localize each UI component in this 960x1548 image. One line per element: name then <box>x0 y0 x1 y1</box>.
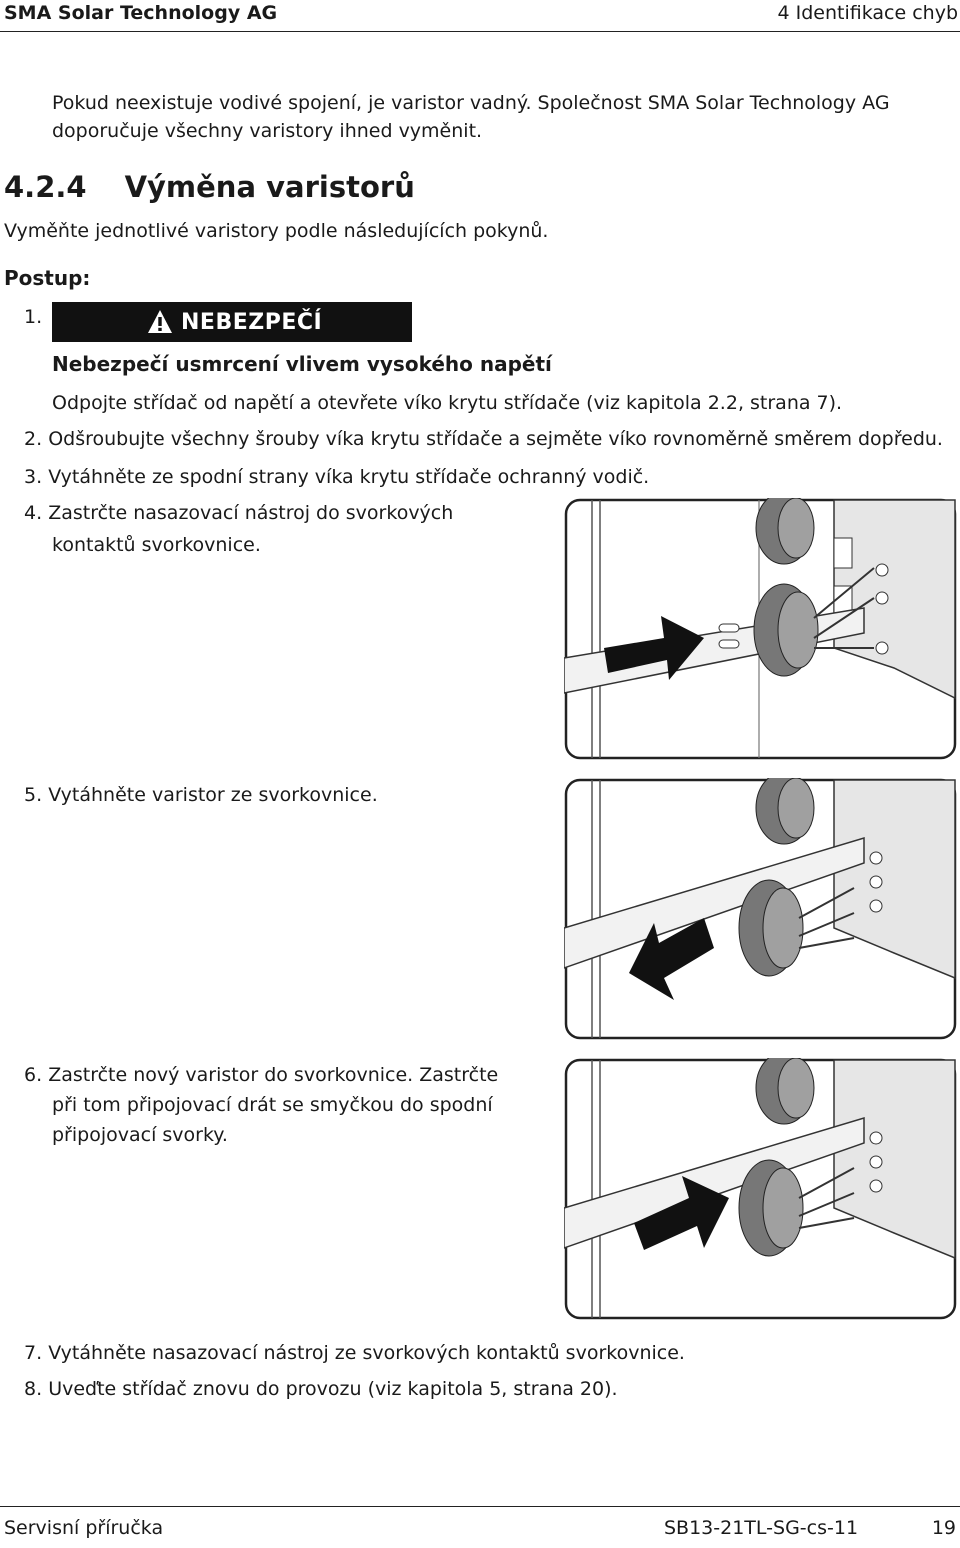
step-text: Zastrčte nasazovací nástroj do svorkových <box>48 502 454 524</box>
step-text: Zastrčte nový varistor do svorkovnice. Zastrčte <box>48 1064 499 1086</box>
danger-label: NEBEZPEČÍ <box>181 309 323 335</box>
step-6-line-2: při tom připojovací drát se smyčkou do spodní <box>52 1094 493 1116</box>
step-text: Vytáhněte varistor ze svorkovnice. <box>48 784 378 806</box>
section-lead: Vyměňte jednotlivé varistory podle následujících pokynů. <box>4 220 549 242</box>
figure-pull-out-varistor <box>564 778 957 1040</box>
step-4 <box>24 498 453 528</box>
step-number: 7. <box>24 1342 43 1364</box>
footer-divider <box>0 1506 960 1507</box>
step-text: Odšroubujte všechny šrouby víka krytu střídače a sejměte víko rovnoměrně směrem dopředu. <box>48 428 943 450</box>
footer-page-number: 19 <box>931 1517 956 1539</box>
step-number: 4. <box>24 502 43 524</box>
step-1-number: 1. <box>24 306 43 328</box>
procedure-label: Postup: <box>4 266 91 290</box>
figure-insert-tool <box>564 498 957 760</box>
header-divider <box>0 31 960 32</box>
danger-banner <box>52 302 412 342</box>
header-chapter: 4 Identifikace chyb <box>777 2 958 24</box>
step-number: 5. <box>24 784 43 806</box>
step-number: 2. <box>24 428 43 450</box>
step-6 <box>24 1060 498 1090</box>
warning-triangle-icon <box>147 309 173 335</box>
danger-title: Nebezpečí usmrcení vlivem vysokého napětí <box>52 352 552 376</box>
danger-text: Odpojte střídač od napětí a otevřete víko krytu střídače (viz kapitola 2.2, strana 7). <box>52 392 843 414</box>
section-title: Výměna varistorů <box>124 170 415 204</box>
step-3 <box>24 462 649 492</box>
step-8 <box>24 1374 618 1404</box>
figure-insert-new-varistor <box>564 1058 957 1320</box>
footer-doc-code: SB13-21TL-SG-cs-11 <box>664 1517 859 1539</box>
step-text: Vytáhněte ze spodní strany víka krytu střídače ochranný vodič. <box>48 466 650 488</box>
footer-manual-name: Servisní příručka <box>4 1517 164 1539</box>
section-number: 4.2.4 <box>4 170 87 204</box>
step-text: Uveďte střídač znovu do provozu (viz kapitola 5, strana 20). <box>48 1378 618 1400</box>
step-text: Vytáhněte nasazovací nástroj ze svorkových kontaktů svorkovnice. <box>48 1342 685 1364</box>
step-6-line-3: připojovací svorky. <box>52 1124 228 1146</box>
step-7 <box>24 1338 685 1368</box>
step-4-line-2: kontaktů svorkovnice. <box>52 534 261 556</box>
step-number: 8. <box>24 1378 43 1400</box>
section-heading <box>4 170 415 204</box>
step-5 <box>24 780 378 810</box>
intro-line-1: Pokud neexistuje vodivé spojení, je varistor vadný. Společnost SMA Solar Technology AG <box>52 92 890 114</box>
step-number: 3. <box>24 466 43 488</box>
step-2 <box>24 424 943 454</box>
step-number: 6. <box>24 1064 43 1086</box>
header-company: SMA Solar Technology AG <box>4 2 278 24</box>
intro-line-2: doporučuje všechny varistory ihned vyměnit. <box>52 120 483 142</box>
